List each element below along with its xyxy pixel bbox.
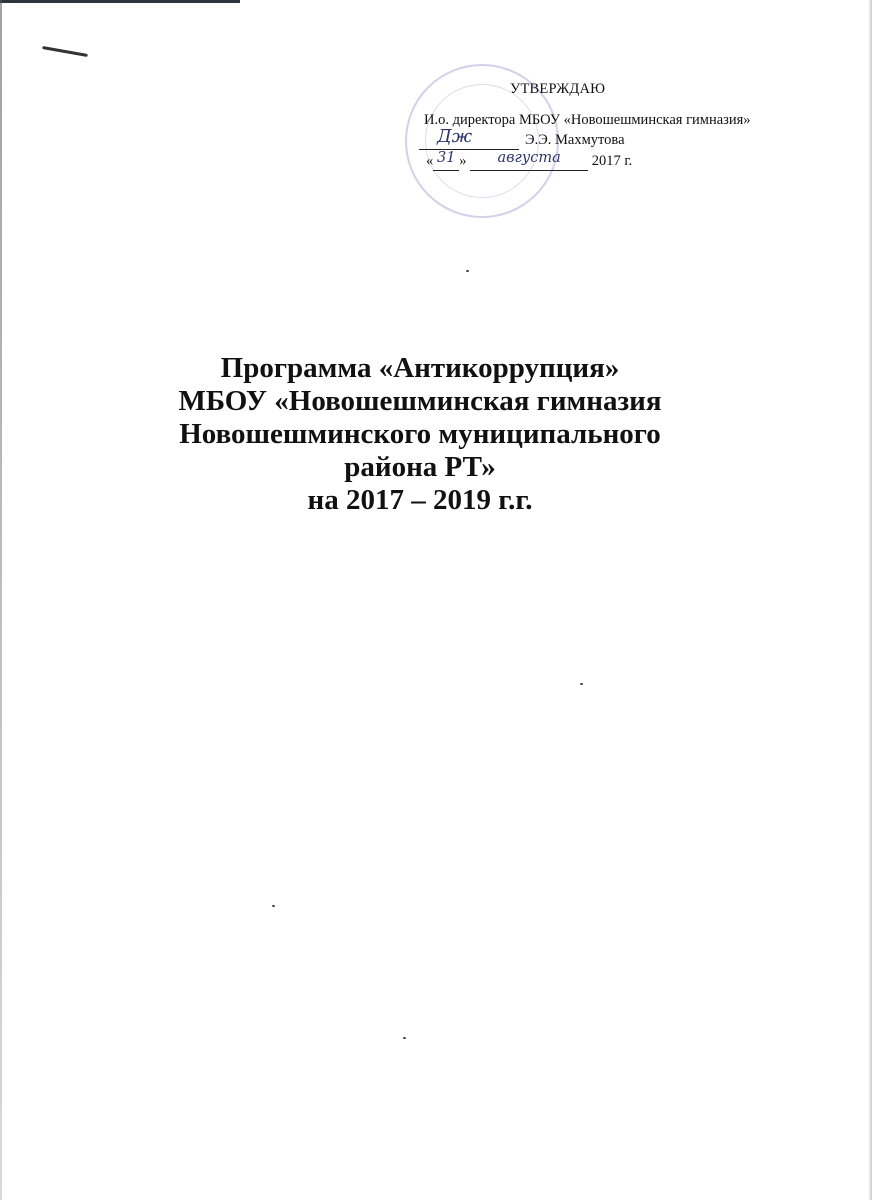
- approval-title: УТВЕРЖДАЮ: [510, 81, 606, 97]
- handwritten-signature: Дж: [437, 126, 473, 147]
- date-month: августа: [497, 150, 561, 166]
- pen-mark: [42, 46, 88, 57]
- scan-edge-left: [0, 0, 2, 1200]
- scan-speck: [466, 270, 469, 272]
- scan-speck: [580, 683, 583, 685]
- date-month-field: [470, 152, 588, 171]
- signature-field: [419, 126, 519, 150]
- title-line-5: на 2017 – 2019 г.г.: [307, 484, 533, 516]
- approver-name: Э.Э. Махмутова: [525, 132, 625, 148]
- title-line-2: МБОУ «Новошешминская гимназия: [178, 385, 662, 417]
- date-open-quote: «: [426, 153, 434, 169]
- scan-edge-top: [0, 0, 240, 3]
- title-line-4: района РТ»: [344, 451, 496, 483]
- title-line-3: Новошешминского муниципального: [179, 418, 661, 450]
- document-title: [150, 352, 690, 517]
- date-year: 2017 г.: [591, 153, 633, 169]
- date-day: 31: [437, 150, 456, 166]
- title-line-1: Программа «Антикоррупция»: [220, 352, 620, 384]
- approval-date: [426, 152, 632, 171]
- scan-speck: [272, 905, 275, 907]
- scan-edge-right: [868, 0, 872, 1200]
- date-day-field: [433, 152, 459, 171]
- approval-signature-line: [419, 126, 625, 150]
- approval-position: И.о. директора МБОУ «Новошешминская гимназия»: [424, 112, 751, 128]
- date-close-quote: »: [459, 153, 467, 169]
- scan-speck: [403, 1037, 406, 1039]
